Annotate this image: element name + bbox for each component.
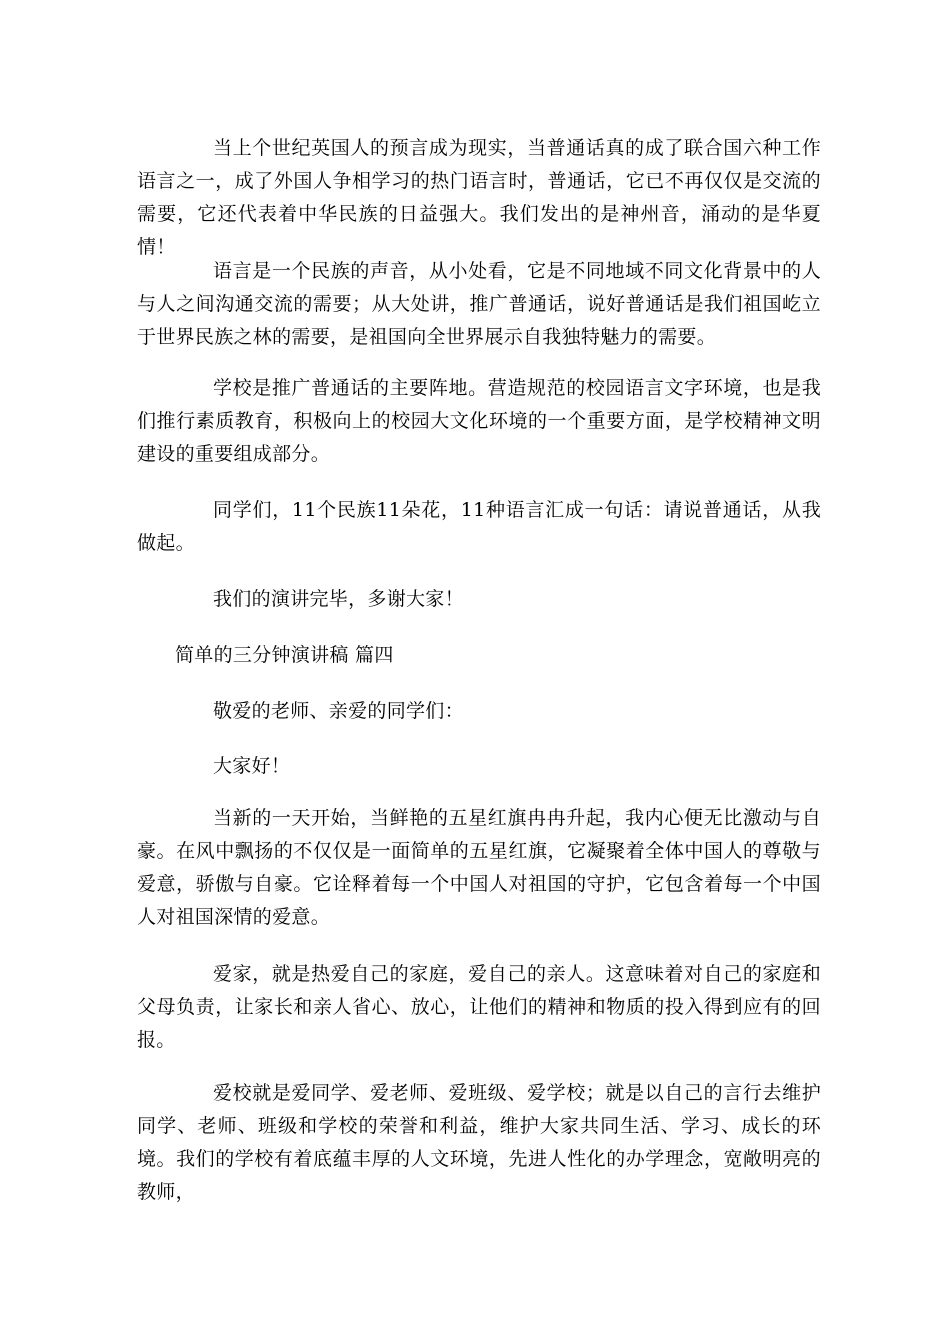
paragraph-language-voice: 语言是一个民族的声音，从小处看，它是不同地域不同文化背景中的人与人之间沟通交流的需要；从大处讲，推广普通话，说好普通话是我们祖国屹立于世界民族之林的需要，是祖国向全世界展示自我独特魅力的需要。	[137, 260, 821, 348]
paragraph-mandarin-un-language: 当上个世纪英国人的预言成为现实，当普通话真的成了联合国六种工作语言之一，成了外国人争相学习的热门语言时，普通话，它已不再仅仅是交流的需要，它还代表着中华民族的日益强大。我们发出的是神州音，涌动的是华夏情！	[137, 137, 821, 258]
paragraph-national-flag: 当新的一天开始，当鲜艳的五星红旗冉冉升起，我内心便无比激动与自豪。在风中飘扬的不仅仅是一面简单的五星红旗，它凝聚着全体中国人的尊敬与爱意，骄傲与自豪。它诠释着每一个中国人对祖国的守护，它包含着每一个中国人对祖国深情的爱意。	[137, 807, 821, 928]
section-heading: 简单的三分钟演讲稿 篇四	[175, 644, 394, 666]
paragraph-students-call: 同学们，11个民族11朵花，11种语言汇成一句话：请说普通话，从我做起。	[137, 499, 821, 554]
paragraph-school-position: 学校是推广普通话的主要阵地。营造规范的校园语言文字环境，也是我们推行素质教育，积极向上的校园大文化环境的一个重要方面，是学校精神文明建设的重要组成部分。	[137, 377, 821, 465]
paragraph-greeting: 大家好！	[213, 755, 291, 777]
paragraph-salutation: 敬爱的老师、亲爱的同学们：	[213, 700, 464, 722]
paragraph-speech-end: 我们的演讲完毕，多谢大家！	[213, 588, 464, 610]
paragraph-love-school: 爱校就是爱同学、爱老师、爱班级、爱学校；就是以自己的言行去维护同学、老师、班级和学校的荣誉和利益，维护大家共同生活、学习、成长的环境。我们的学校有着底蕴丰厚的人文环境，先进人性化的办学理念，宽敞明亮的教师，	[137, 1082, 821, 1203]
paragraph-love-family: 爱家，就是热爱自己的家庭，爱自己的亲人。这意味着对自己的家庭和父母负责，让家长和亲人省心、放心，让他们的精神和物质的投入得到应有的回报。	[137, 963, 821, 1051]
